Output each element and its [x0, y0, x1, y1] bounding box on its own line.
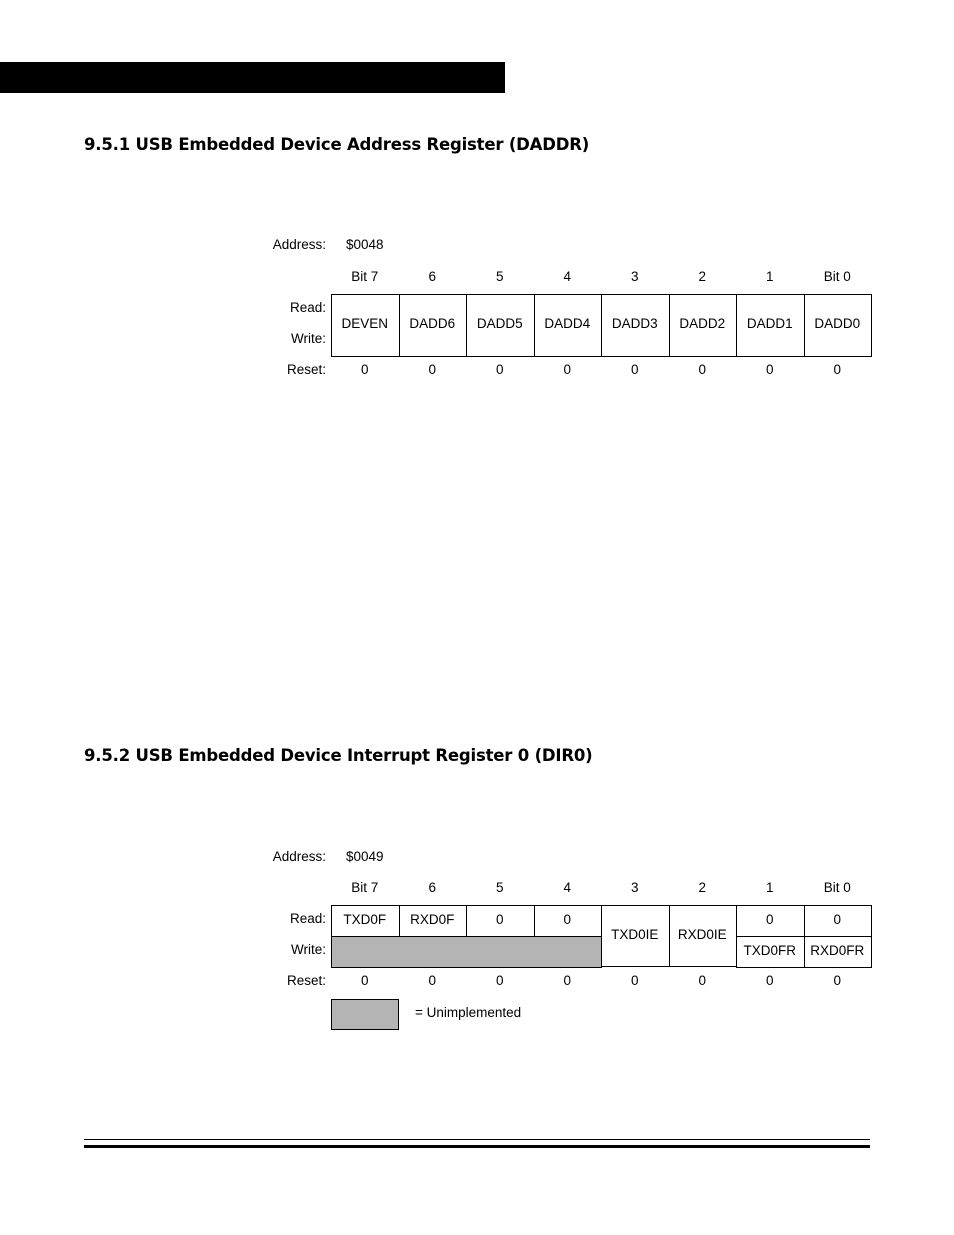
bit-name: RXD0F — [410, 912, 455, 927]
bit-header: 2 — [698, 880, 706, 895]
reset-value: 0 — [360, 973, 369, 988]
bit-header: 3 — [630, 269, 639, 284]
bit-header: 1 — [765, 269, 774, 284]
reset-value: 0 — [360, 362, 369, 377]
reset-value: 0 — [765, 973, 774, 988]
header-bar — [0, 62, 505, 93]
bit-name: TXD0F — [343, 912, 387, 927]
reset-value: 0 — [495, 362, 504, 377]
reset-value: 0 — [698, 973, 706, 988]
write-label: Write: — [290, 942, 326, 957]
bit-name: 0 — [563, 912, 571, 927]
section-title-dir0: 9.5.2 USB Embedded Device Interrupt Register 0 (DIR0) — [84, 746, 593, 765]
address-label: Address: — [272, 237, 326, 252]
bit-name: DADD1 — [746, 316, 793, 331]
reset-value: 0 — [630, 362, 639, 377]
write-bit-name: TXD0FR — [743, 943, 796, 958]
reset-label: Reset: — [286, 362, 326, 377]
bit-header: 3 — [630, 880, 639, 895]
section-title-daddr: 9.5.1 USB Embedded Device Address Register (DADDR) — [84, 135, 590, 154]
bit-header: 5 — [495, 880, 504, 895]
reset-value: 0 — [630, 973, 639, 988]
reset-value: 0 — [563, 362, 571, 377]
bit-name: DADD3 — [611, 316, 658, 331]
bit-name: DADD2 — [679, 316, 726, 331]
bit-name: DADD0 — [814, 316, 861, 331]
bit-header: 4 — [563, 880, 571, 895]
bit-header: Bit 7 — [351, 269, 379, 284]
bit-header: 6 — [428, 880, 436, 895]
bit-name: 0 — [765, 912, 774, 927]
footer-rule-thin — [84, 1139, 870, 1140]
bit-name: TXD0IE — [611, 927, 659, 942]
reset-value: 0 — [428, 973, 436, 988]
reset-value: 0 — [833, 973, 841, 988]
reset-value: 0 — [563, 973, 571, 988]
reset-value: 0 — [698, 362, 706, 377]
bit-header: Bit 7 — [351, 880, 379, 895]
write-bit-name: RXD0FR — [810, 943, 865, 958]
reset-value: 0 — [765, 362, 774, 377]
address-value: $0049 — [346, 849, 384, 864]
bit-header: 5 — [495, 269, 504, 284]
bit-name: DADD5 — [476, 316, 523, 331]
reset-value: 0 — [428, 362, 436, 377]
unimplemented-cell — [399, 936, 468, 968]
bit-name: DADD6 — [409, 316, 456, 331]
bit-name: RXD0IE — [677, 927, 727, 942]
bit-name: DEVEN — [341, 316, 388, 331]
bit-header: 1 — [765, 880, 774, 895]
legend-swatch-unimplemented — [331, 999, 399, 1030]
reset-value: 0 — [833, 362, 841, 377]
read-label: Read: — [289, 300, 326, 315]
unimplemented-cell — [534, 936, 603, 968]
read-label: Read: — [289, 911, 326, 926]
address-value: $0048 — [346, 237, 384, 252]
address-label: Address: — [272, 849, 326, 864]
bit-header: 4 — [563, 269, 571, 284]
bit-header: 2 — [698, 269, 706, 284]
bit-name: 0 — [833, 912, 841, 927]
bit-header: Bit 0 — [823, 880, 851, 895]
unimplemented-cell — [331, 936, 400, 968]
reset-label: Reset: — [286, 973, 326, 988]
footer-rule-thick — [84, 1145, 870, 1148]
reset-value: 0 — [495, 973, 504, 988]
bit-name: 0 — [495, 912, 504, 927]
write-label: Write: — [290, 331, 326, 346]
bit-name: DADD4 — [544, 316, 591, 331]
bit-header: Bit 0 — [823, 269, 851, 284]
legend-text: = Unimplemented — [415, 1005, 522, 1020]
unimplemented-cell — [466, 936, 535, 968]
bit-header: 6 — [428, 269, 436, 284]
